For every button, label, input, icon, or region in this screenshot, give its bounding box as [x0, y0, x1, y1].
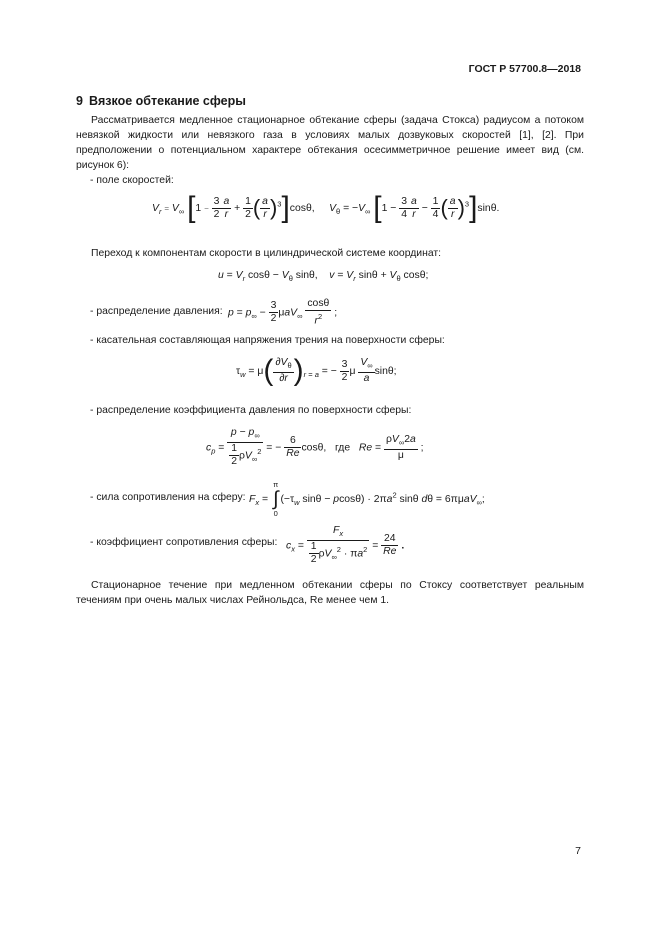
transition-paragraph: Переход к компонентам скорости в цилиндрической системе координат: [91, 248, 442, 259]
section-number: 9 [76, 94, 83, 108]
document-id: ГОСТ Р 57700.8—2018 [468, 63, 581, 75]
formula-pressure: $p = p_\infty$ − $\frac{3}{2}$ μaV$_\infty$ $\frac{\cos\theta}{r^2}$ ; [228, 298, 338, 327]
page-number: 7 [575, 845, 581, 857]
formula-velocity-field: $V_r = V_\infty$ [1 − $\frac{3}{2}$ $\frac{a}{r}$ + $\frac{1}{2}$ ( $\frac{a}{r}$ )$^3$]cosθ, $V_\theta = -V_\infty$ [1 − $\frac{3}{4}$ $\frac{a}{r}$ − $\frac{1}{4}$ ( $\frac{a}{r}$ )$^3$]sinθ. [152, 191, 500, 224]
conclusion-paragraph: Стационарное течение при медленном обтекании сферы по Стоксу соответствует реальным течениям при очень малых числах Рейнольдса, Re менее чем 1. [76, 580, 584, 606]
where-word: где [334, 442, 351, 454]
formula-drag-force: $F_x$ = π ∫ 0 ($-\tau_w$ $\sin\theta - pcos\theta) \cdot 2\pi a^2$ sinθ dθ = 6πμaV$_\infty$; [249, 480, 485, 518]
formula-shear: $\tau_w = \mu$( $\frac{\partial V_\theta}{\partial r}$ )$_{r = a}$ = − $\frac{3}{2}$ μ $\frac{V_\infty}{a}$ sinθ; [236, 354, 397, 388]
bullet-cp: - распределение коэффициента давления по поверхности сферы: [90, 405, 412, 416]
section-title: Вязкое обтекание сферы [88, 94, 246, 108]
bullet-shear: - касательная составляющая напряжения трения на поверхности сферы: [90, 335, 445, 346]
section-heading [76, 94, 246, 108]
formula-drag-coef: $c_x$ = $F_x$ $\frac{1}{2}$ $\rho V_\infty^2 \cdot \pi a^2$ = $\frac{24}{Re}$ . [286, 525, 405, 566]
formula-cylindrical: $u = V_r$ $\cos\theta - V_\theta$ sinθ, $v = V_r$ $\sin\theta + V_\theta$ cosθ; [218, 270, 429, 284]
bullet-drag-force: - сила сопротивления на сферу: [90, 492, 246, 503]
formula-cp: $c_p$ = $p - p_\infty$ $\frac{1}{2}$ $\rho V_\infty^2$ = − $\frac{6}{Re}$ cosθ, где Re = $\frac{\rho V_\infty 2a}{\mu}$ ; [206, 427, 424, 468]
intro-paragraph: Рассматривается медленное стационарное обтекание сферы (задача Стокса) радиусом a потоком невязкой жидкости или невязкого газа в условиях малых дозвуковых скоростей [1], [2]. При предположении о потенциальном характере обтекания осесимметричное решение имеет вид (см. рисунок 6): [76, 115, 584, 171]
bullet-pressure: - распределение давления: [90, 306, 223, 317]
bullet-velocity-field: - поле скоростей: [90, 175, 174, 186]
bullet-drag-coef: - коэффициент сопротивления сферы: [90, 537, 278, 548]
